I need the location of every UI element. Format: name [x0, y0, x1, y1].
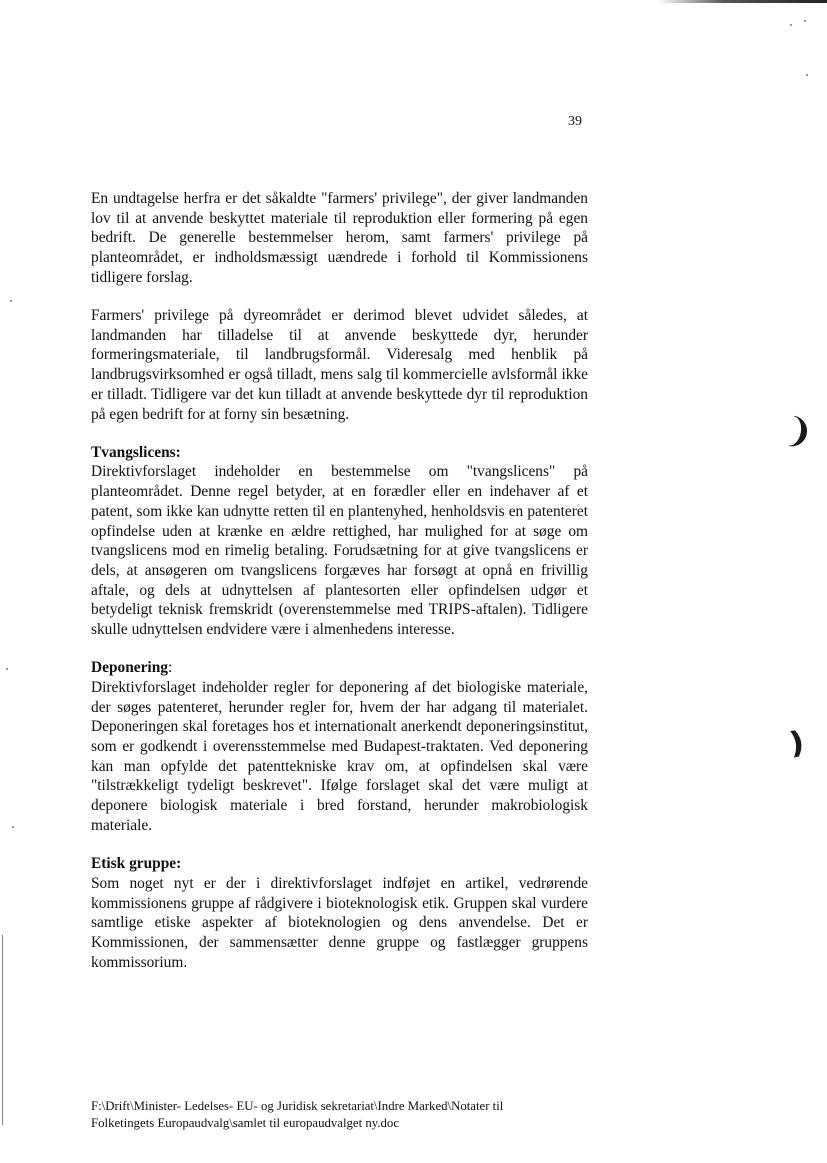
- scan-dust: [12, 826, 14, 828]
- scan-dust: [790, 24, 792, 26]
- section-text: Direktivforslaget indeholder regler for deponering af det biologiske materiale, der søges patenteret, herunder regler for, hvem der har adgang til materialet. Deponeringen skal foretages hos et internationalt anerkendt deponeringsinstitut, som er godkendt i overensstemmelse med Budapest-traktaten. Ved deponering kan man opfylde det patenttekniske krav om, at opfindelsen skal være "tilstrækkeligt tydeligt beskrevet". Ifølge forslaget skal det være muligt at deponere biologisk materiale i bred forstand, herunder makrobiologisk materiale.: [91, 678, 588, 834]
- page-number: 39: [568, 114, 582, 129]
- footer-line: F:\Drift\Minister- Ledelses- EU- og Juridisk sekretariat\Indre Marked\Notater til: [91, 1099, 504, 1113]
- section-heading-suffix: :: [167, 659, 173, 677]
- paragraph-animal-privilege: Farmers' privilege på dyreområdet er derimod blevet udvidet således, at landmanden har tilladelse til at anvende beskyttede dyr, herunder formeringsmateriale, til landbrugsformål. Videresalg med henblik på landbrugsvirksomhed er også tilladt, mens salg til kommercielle avlsformål ikke er tilladt. Tidligere var det kun tilladt at anvende beskyttede dyr til reproduktion på egen bedrift for at forny sin besætning.: [91, 307, 588, 423]
- scan-blot: ❩: [781, 409, 817, 455]
- section-heading-line: [91, 658, 588, 678]
- scan-dust: [6, 668, 8, 670]
- section-text: Som noget nyt er der i direktivforslaget indføjet en artikel, vedrørende kommissionens gruppe af rådgivere i bioteknologisk etik. Gruppen skal vurdere samtlige etiske aspekter af bioteknologien og dens anvendelse. Det er Kommissionen, der sammensætter denne gruppe og fastlægger gruppens kommissorium.: [91, 874, 588, 971]
- document-body: [91, 189, 588, 991]
- section-heading: Deponering: [91, 659, 168, 677]
- footer-line: Folketingets Europaudvalg\samlet til europaudvalget ny.doc: [91, 1116, 399, 1130]
- scan-margin-line: [2, 935, 3, 1125]
- scan-dust: [806, 74, 808, 76]
- scan-edge-artifact: [657, 0, 827, 3]
- section-heading: Tvangslicens:: [91, 443, 181, 461]
- section-heading: Etisk gruppe:: [91, 855, 182, 873]
- scan-dust: [10, 300, 12, 302]
- footer-file-path: [91, 1098, 503, 1132]
- section-etisk-gruppe: [91, 854, 588, 972]
- paragraph-farmers-privilege: En undtagelse herfra er det såkaldte "farmers' privilege", der giver landmanden lov til at anvende beskyttet materiale til reproduktion eller formering på egen bedrift. De generelle bestemmelser herom, samt farmers' privilege på planteområdet, er indholdsmæssigt uændrede i forhold til Kommissionens tidligere forslag.: [91, 190, 588, 286]
- section-tvangslicens: [91, 443, 588, 640]
- section-text: Direktivforslaget indeholder en bestemmelse om "tvangslicens" på planteområdet. Denne regel betyder, at en forædler eller en indehaver af et patent, som ikke kan udnytte retten til en plantenyhed, henholdsvis en patenteret opfindelse uden at krænke en ældre rettighed, har mulighed for at søge om tvangslicens mod en rimelig betaling. Forudsætning for at give tvangslicens er dels, at ansøgeren om tvangslicens forgæves har forsøgt at opnå en frivillig aftale, og dels at udnyttelsen af plantesorten eller opfindelsen udgør et betydeligt teknisk fremskridt (overenstemmelse med TRIPS-aftalen). Tidligere skulle udnyttelsen endvidere være i almenhedens interesse.: [91, 463, 588, 639]
- section-deponering: [91, 658, 588, 835]
- scan-dust: [804, 20, 806, 22]
- scan-blot: ❫: [781, 724, 812, 763]
